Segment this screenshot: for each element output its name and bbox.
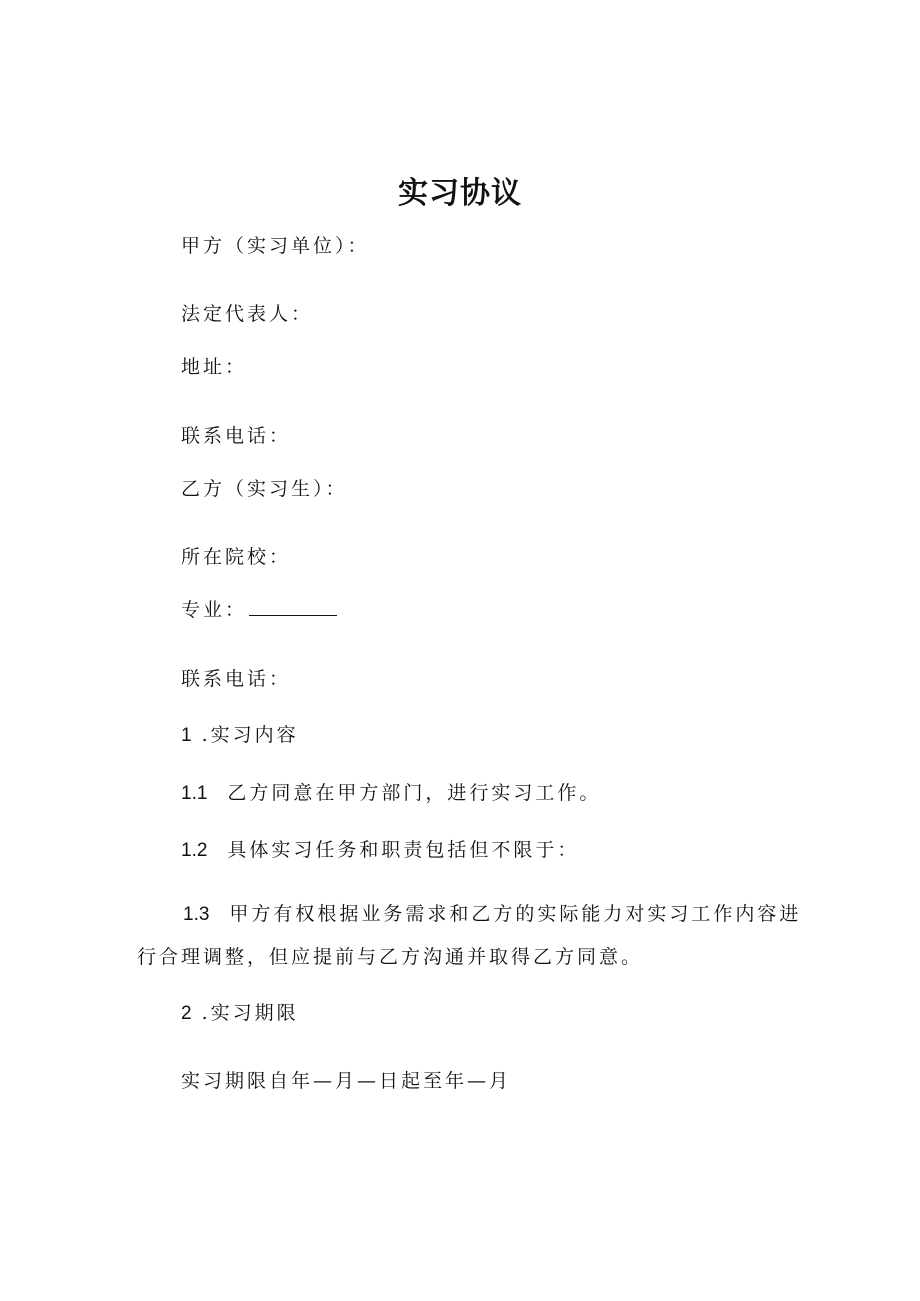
section-1-number: 1	[181, 725, 192, 746]
party-a-heading: 甲方（实习单位）：	[181, 235, 370, 257]
section-1-heading	[181, 721, 299, 750]
clause-1-3-continuation: 行合理调整，但应提前与乙方沟通并取得乙方同意。	[137, 946, 644, 968]
party-b-heading: 乙方（实习生）：	[181, 478, 348, 500]
clause-1-2-number: 1.2	[181, 840, 208, 861]
clause-1-1-number: 1.1	[181, 783, 208, 804]
party-a-phone-label: 联系电话：	[181, 425, 292, 447]
section-1-title: .实习内容	[201, 724, 299, 746]
clause-1-2	[181, 836, 579, 865]
party-b-phone-label: 联系电话：	[181, 668, 292, 690]
clause-1-1-text: 乙方同意在甲方部门，进行实习工作。	[227, 782, 602, 804]
clause-1-1	[181, 779, 601, 808]
clause-1-3-text: 甲方有权根据业务需求和乙方的实际能力对实习工作内容进	[229, 903, 802, 925]
school-label: 所在院校：	[181, 546, 292, 568]
major-label: 专业：	[181, 599, 248, 621]
section-2-heading	[181, 999, 299, 1028]
clause-1-2-text: 具体实习任务和职责包括但不限于：	[227, 839, 580, 861]
document-title: 实习协议	[398, 176, 522, 211]
clause-1-3-number: 1.3	[183, 904, 210, 925]
major-blank-underline	[249, 597, 337, 616]
legal-representative-label: 法定代表人：	[181, 303, 314, 325]
clause-1-3	[183, 900, 801, 929]
section-2-title: .实习期限	[201, 1002, 299, 1024]
section-2-number: 2	[181, 1003, 192, 1024]
address-label: 地址：	[181, 356, 248, 378]
major-line	[181, 596, 337, 624]
internship-period-text: 实习期限自年—月—日起至年—月	[181, 1070, 512, 1092]
